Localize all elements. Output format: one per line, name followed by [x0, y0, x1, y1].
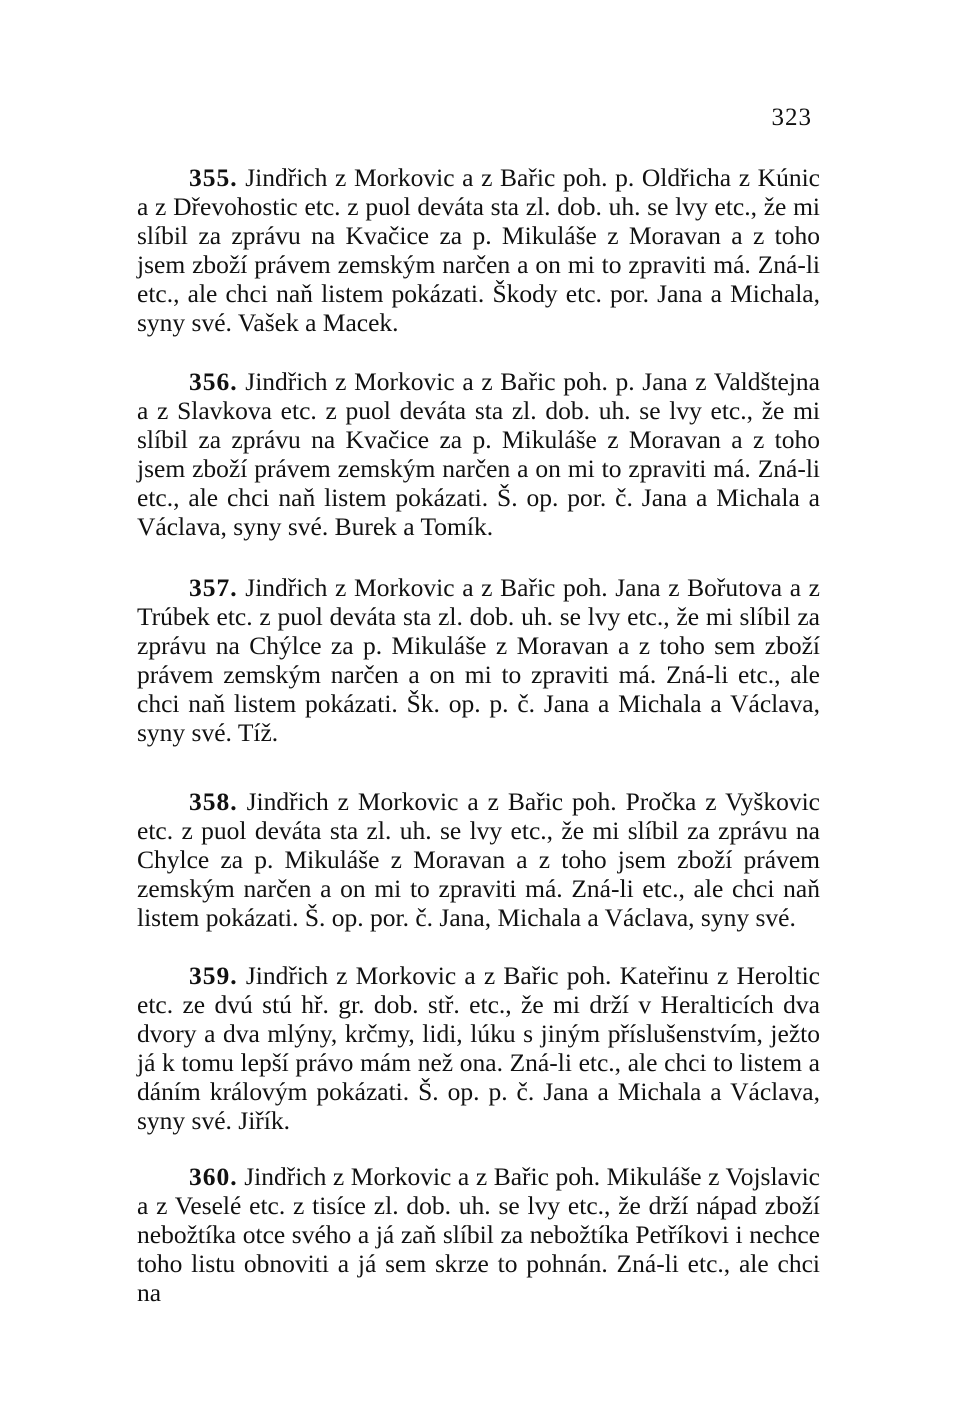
entry-number: 357. — [189, 573, 238, 602]
entry-359 — [137, 961, 820, 1135]
entry-paragraph — [137, 367, 820, 541]
entry-text: Jindřich z Morkovic a z Bařic poh. Kateřinu z Heroltic etc. ze dvú stú hř. gr. dob. stř. etc., že mi drží v Heralticích dva dvory a dva mlýny, krčmy, lidi, lúku s jiným příslušenstvím, ježto já k tomu lepší právo mám než ona. Zná-li etc., ale chci to listem a dáním královým pokázati. Š. op. p. č. Jana a Michala a Václava, syny své. Jiřík. — [137, 961, 821, 1135]
entry-paragraph — [137, 163, 820, 337]
entry-360 — [137, 1162, 820, 1307]
entry-paragraph — [137, 787, 820, 932]
entry-355 — [137, 163, 820, 337]
entry-text: Jindřich z Morkovic a z Bařic poh. Pročka z Vyškovic etc. z puol deváta sta zl. uh. se lvy etc., že mi slíbil za zprávu na Chylce za p. Mikuláše z Moravan a z toho jsem zboží právem zemským narčen a on mi to zpraviti má. Zná-li etc., ale chci naň listem pokázati. Š. op. por. č. Jana, Michala a Václava, syny své. — [137, 787, 821, 932]
entry-number: 358. — [189, 787, 238, 816]
entry-number: 359. — [189, 961, 238, 990]
page-number: 323 — [771, 104, 812, 131]
entry-paragraph — [137, 573, 820, 747]
entry-356 — [137, 367, 820, 541]
entry-text: Jindřich z Morkovic a z Bařic poh. p. Oldřicha z Kúnic a z Dřevohostic etc. z puol deváta sta zl. dob. uh. se lvy etc., že mi slíbil za zprávu na Kvačice za p. Mikuláše z Moravan a z toho jsem zboží právem zemským narčen a on mi to zpraviti má. Zná-li etc., ale chci naň listem pokázati. Škody etc. por. Jana a Michala, syny své. Vašek a Macek. — [137, 163, 820, 337]
entry-number: 360. — [189, 1162, 238, 1191]
entry-357 — [137, 573, 820, 747]
entry-paragraph — [137, 1162, 820, 1307]
entry-number: 355. — [189, 163, 238, 192]
entry-text: Jindřich z Morkovic a z Bařic poh. Mikuláše z Vojslavic a z Veselé etc. z tisíce zl. dob. uh. se lvy etc., že drží nápad zboží nebožtíka otce svého a já zaň slíbil za nebožtíka Petříkovi i nechce toho listu obnoviti a já sem skrze to pohnán. Zná-li etc., ale chci na — [137, 1162, 821, 1307]
entry-text: Jindřich z Morkovic a z Bařic poh. p. Jana z Valdštejna a z Slavkova etc. z puol deváta sta zl. dob. uh. se lvy etc., že mi slíbil za zprávu na Kvačice za p. Mikuláše z Moravan a z toho jsem zboží právem zemským narčen a on mi to zpraviti má. Zná-li etc., ale chci naň listem pokázati. Š. op. por. č. Jana a Michala a Václava, syny své. Burek a Tomík. — [137, 367, 820, 541]
entry-358 — [137, 787, 820, 932]
entry-number: 356. — [189, 367, 238, 396]
entry-text: Jindřich z Morkovic a z Bařic poh. Jana z Bořutova a z Trúbek etc. z puol deváta sta zl. dob. uh. se lvy etc., že mi slíbil za zprávu na Chýlce za p. Mikuláše z Moravan a z toho sem zboží právem zemským narčen a on mi to zpraviti má. Zná-li etc., ale chci naň listem pokázati. Šk. op. p. č. Jana a Michala a Václava, syny své. Tíž. — [137, 573, 820, 747]
entry-paragraph — [137, 961, 820, 1135]
